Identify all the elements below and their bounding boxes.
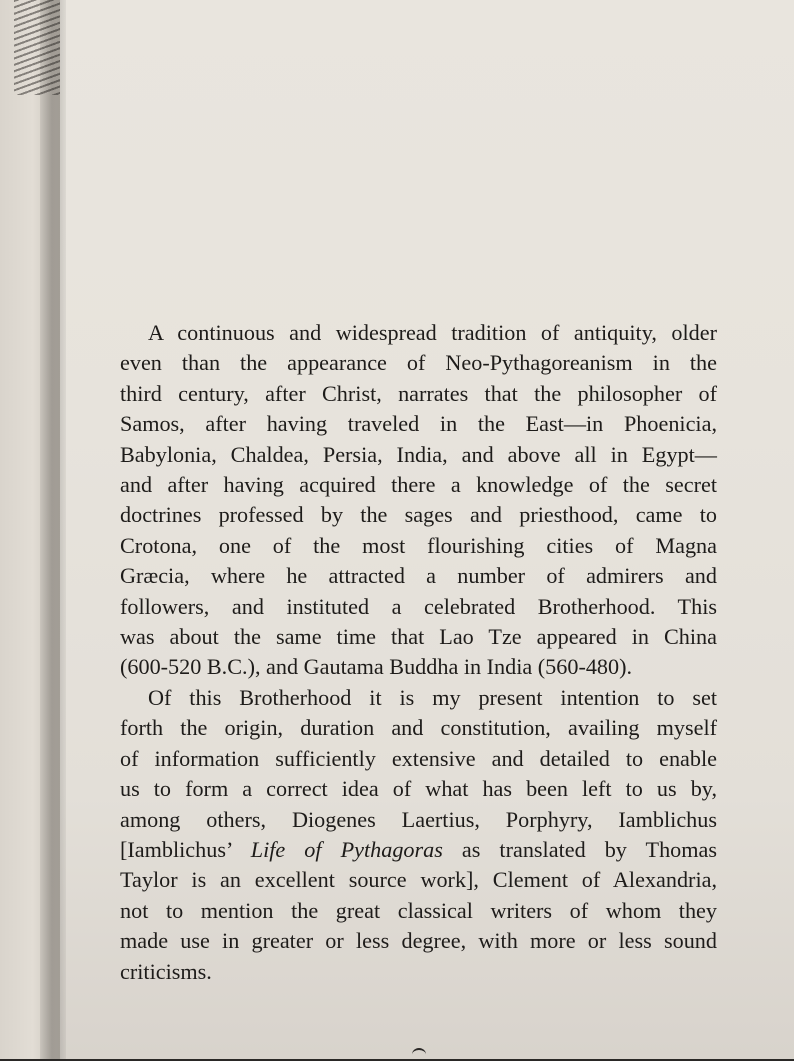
text-line: among others, Diogenes Laertius, Porphyry, Iamblichus [120,806,717,832]
text-line: made use in greater or less degree, with more or less sound [120,928,717,954]
text-line: and after having acquired there a knowledge of the secret [120,472,717,498]
paragraph-1 [120,318,717,683]
text-line: A continuous and widespread tradition of antiquity, older [148,320,717,345]
text-run: as translated by Thomas [442,836,718,862]
text-line: Samos, after having traveled in the East—in Phoenicia, [120,411,717,437]
text-line: third century, after Christ, narrates that the philosopher of [120,380,717,406]
text-line: us to form a correct idea of what has been left to us by, [120,776,717,802]
paragraph-2 [120,683,717,987]
text-line: Græcia, where he attracted a number of admirers and [120,563,717,589]
text-line: doctrines professed by the sages and priesthood, came to [120,502,717,528]
book-gutter [40,0,66,1059]
text-line: not to mention the great classical writers of whom they [120,897,717,923]
text-run: [Iamblichus’ [120,836,251,862]
text-line: forth the origin, duration and constitution, availing myself [120,715,717,741]
text-line: Of this Brotherhood it is my present intention to set [148,684,717,710]
page-body-text [120,318,717,987]
text-line: Taylor is an excellent source work], Clement of Alexandria, [120,867,717,893]
text-line: Crotona, one of the most flourishing cities of Magna [120,532,717,558]
page-number-partial [412,1048,426,1061]
text-line: followers, and instituted a celebrated Brotherhood. This [120,593,717,619]
text-line: criticisms. [120,958,212,984]
text-line: of information sufficiently extensive and detailed to enable [120,745,717,771]
text-line [120,835,717,865]
text-line: (600-520 B.C.), and Gautama Buddha in India (560-480). [120,654,633,680]
text-line: even than the appearance of Neo-Pythagoreanism in the [120,350,717,376]
text-line: was about the same time that Lao Tze appeared in China [120,624,717,650]
book-title-italic: Life of Pythagoras [250,836,443,862]
text-line: Babylonia, Chaldea, Persia, India, and above all in Egypt— [120,441,717,467]
